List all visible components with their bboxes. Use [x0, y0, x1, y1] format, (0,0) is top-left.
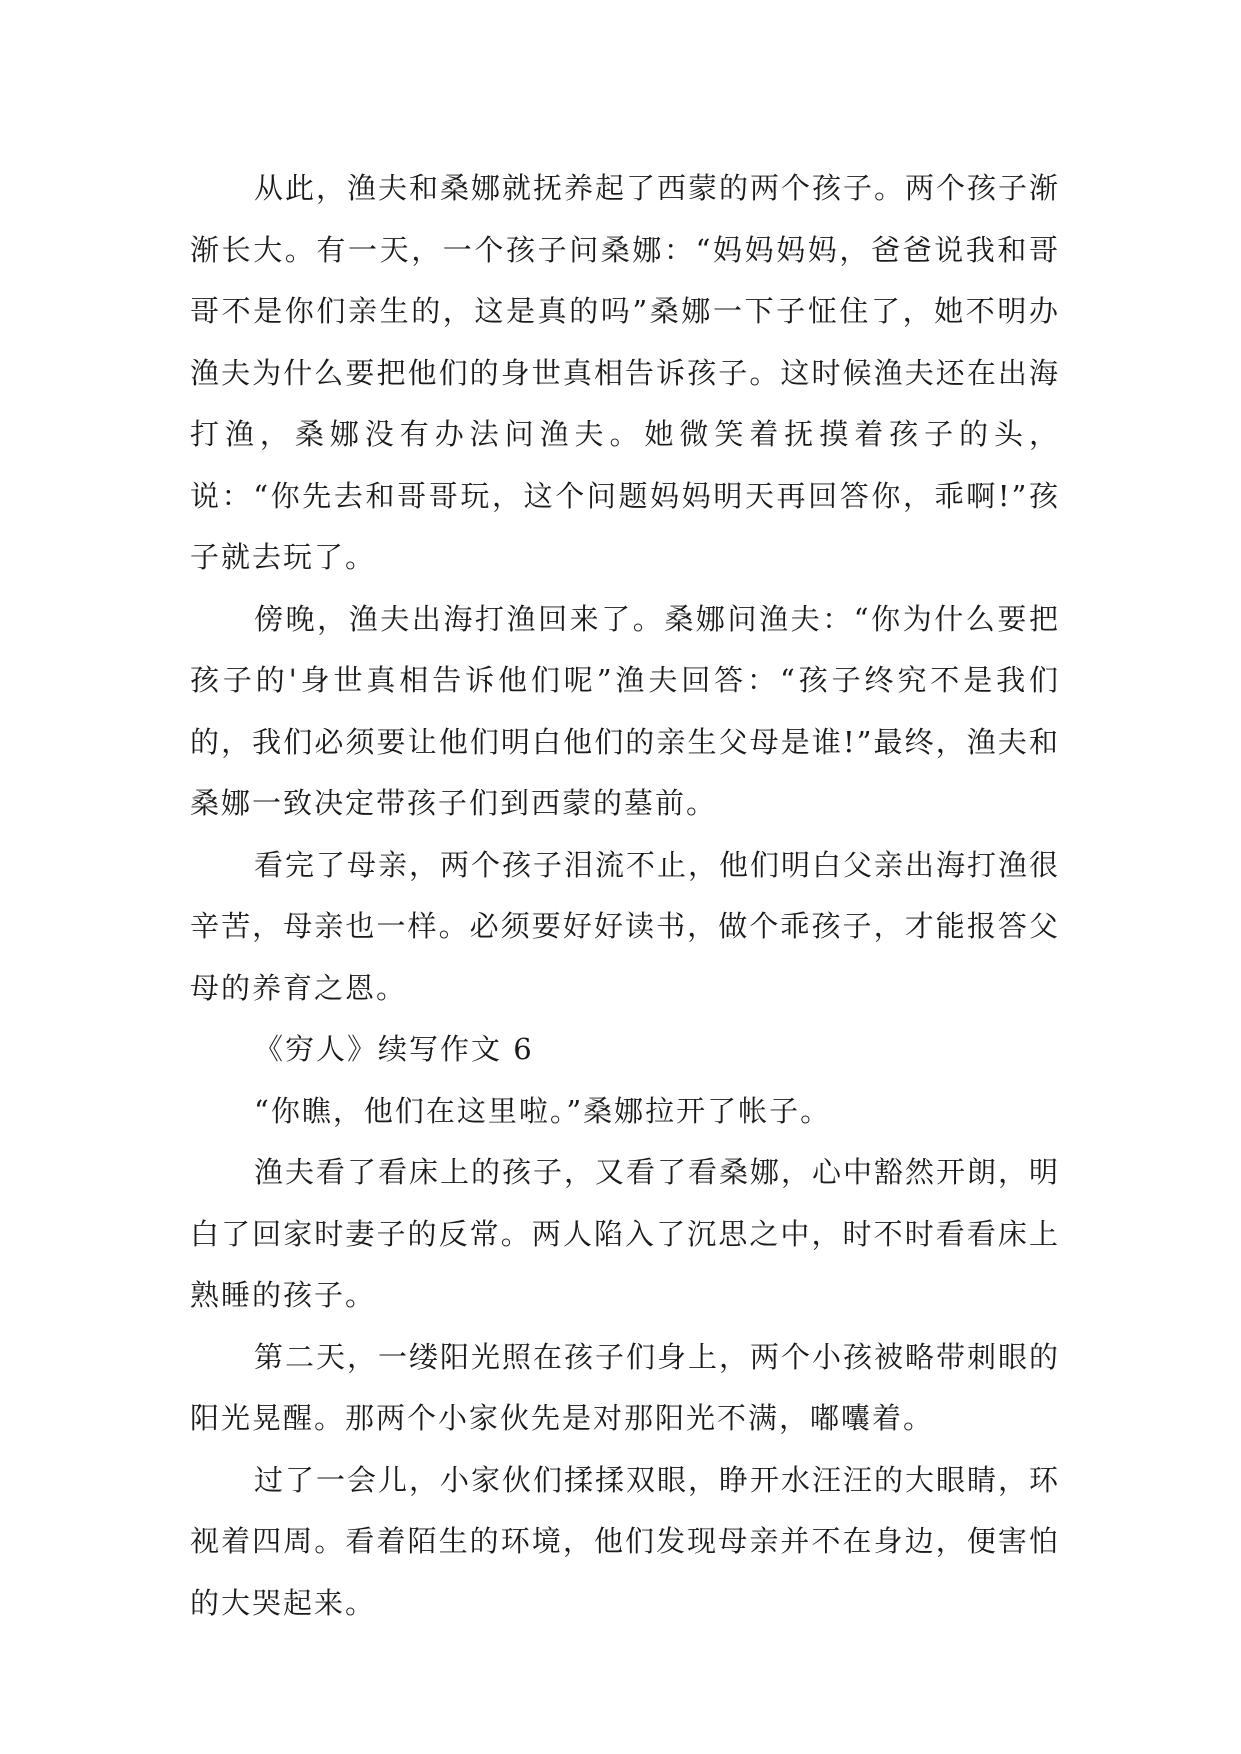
paragraph: 过了一会儿，小家伙们揉揉双眼，睁开水汪汪的大眼睛，环视着四周。看着陌生的环境，他们发现母亲并不在身边，便害怕的大哭起来。 [190, 1462, 1061, 1620]
document-body [190, 158, 1060, 1634]
paragraph: 第二天，一缕阳光照在孩子们身上，两个小孩被略带刺眼的阳光晃醒。那两个小家伙先是对那阳光不满，嘟囔着。 [190, 1339, 1061, 1435]
paragraph: “你瞧，他们在这里啦。”桑娜拉开了帐子。 [254, 1093, 832, 1128]
paragraph: 看完了母亲，两个孩子泪流不止，他们明白父亲出海打渔很辛苦，母亲也一样。必须要好好读书，做个乖孩子，才能报答父母的养育之恩。 [190, 847, 1061, 1005]
section-title: 《穷人》续写作文 6 [254, 1032, 534, 1066]
paragraph: 从此，渔夫和桑娜就抚养起了西蒙的两个孩子。两个孩子渐渐长大。有一天，一个孩子问桑娜：“妈妈妈妈，爸爸说我和哥哥不是你们亲生的，这是真的吗”桑娜一下子怔住了，她不明办渔夫为什么要把他们的身世真相告诉孩子。这时候渔夫还在出海打渔，桑娜没有办法问渔夫。她微笑着抚摸着孩子的头，说：“你先去和哥哥玩，这个问题妈妈明天再回答你，乖啊!”孩子就去玩了。 [190, 171, 1061, 574]
paragraph: 傍晚，渔夫出海打渔回来了。桑娜问渔夫：“你为什么要把孩子的'身世真相告诉他们呢”渔夫回答：“孩子终究不是我们的，我们必须要让他们明白他们的亲生父母是谁!”最终，渔夫和桑娜一致决定带孩子们到西蒙的墓前。 [190, 601, 1060, 820]
paragraph: 渔夫看了看床上的孩子，又看了看桑娜，心中豁然开朗，明白了回家时妻子的反常。两人陷入了沉思之中，时不时看看床上熟睡的孩子。 [190, 1155, 1061, 1312]
